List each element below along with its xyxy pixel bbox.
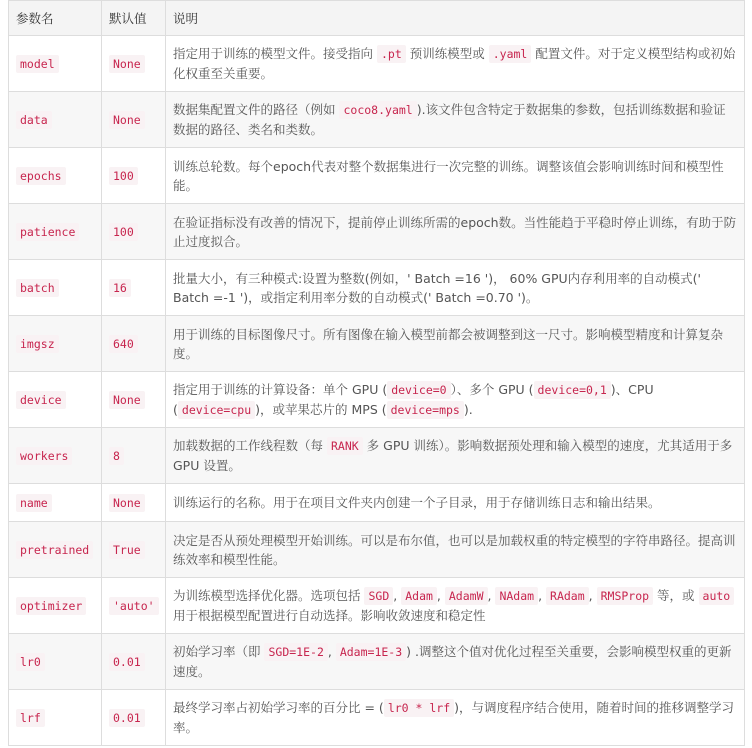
default-value-cell xyxy=(102,204,166,260)
parameters-table xyxy=(8,0,745,746)
param-name-cell xyxy=(9,578,102,634)
inline-code: device=mps xyxy=(387,401,464,419)
description-text: , xyxy=(538,588,547,603)
description-cell xyxy=(166,578,745,634)
description-text: 为训练模型选择优化器。选项包括 xyxy=(173,588,365,603)
description-cell xyxy=(166,92,745,148)
description-text: 最终学习率占初始学习率的百分比 = ( xyxy=(173,700,384,715)
description-text: 预训练模型或 xyxy=(405,46,489,61)
description-text: 初始学习率（即 xyxy=(173,644,265,659)
inline-code: coco8.yaml xyxy=(339,101,416,119)
inline-code: AdamW xyxy=(445,587,488,605)
inline-code: .yaml xyxy=(489,45,532,63)
description-text: )，或苹果芯片的 MPS ( xyxy=(255,401,387,417)
table-row xyxy=(9,484,745,522)
default-value: True xyxy=(109,541,145,559)
description-text: 训练运行的名称。用于在项目文件夹内创建一个子目录，用于存储训练日志和输出结果。 xyxy=(173,495,661,510)
default-value: 8 xyxy=(109,447,124,465)
description-cell xyxy=(166,634,745,690)
default-value: None xyxy=(109,111,145,129)
default-value: 'auto' xyxy=(109,597,159,615)
description-text: 加载数据的工作线程数（每 xyxy=(173,438,327,453)
param-name-cell xyxy=(9,36,102,92)
table-row xyxy=(9,428,745,484)
param-name: epochs xyxy=(16,167,66,185)
default-value-cell xyxy=(102,316,166,372)
description-text: 数据集配置文件的路径（例如 xyxy=(173,102,340,117)
table-row xyxy=(9,634,745,690)
inline-code: SGD xyxy=(364,587,393,605)
header-default-value: 默认值 xyxy=(102,1,166,36)
description-cell xyxy=(166,690,745,746)
description-text: ) .调整这个值对优化过程至关重要，会影响模型权重的更新速度。 xyxy=(173,644,732,679)
description-text: 用于根据模型配置进行自动选择。影响收敛速度和稳定性 xyxy=(173,608,486,623)
description-text: )、CPU ( xyxy=(173,381,654,417)
inline-code: device=0,1 xyxy=(534,381,611,399)
description-text: , xyxy=(588,588,597,603)
default-value-cell xyxy=(102,484,166,522)
table-row xyxy=(9,92,745,148)
default-value-cell xyxy=(102,690,166,746)
description-text: 决定是否从预处理模型开始训练。可以是布尔值，也可以是加载权重的特定模型的字符串路径。提高训练效率和模型性能。 xyxy=(173,532,736,567)
default-value: 100 xyxy=(109,223,138,241)
param-name: pretrained xyxy=(16,541,93,559)
param-name: lrf xyxy=(16,709,45,727)
param-name-cell xyxy=(9,92,102,148)
inline-code: device=0 xyxy=(387,381,450,399)
param-name-cell xyxy=(9,690,102,746)
description-text: )，与调度程序结合使用，随着时间的推移调整学习率。 xyxy=(173,700,735,735)
param-name: workers xyxy=(16,447,72,465)
description-cell xyxy=(166,148,745,204)
description-text: ). xyxy=(463,401,473,417)
description-text: , xyxy=(487,588,496,603)
description-text: 用于训练的目标图像尺寸。所有图像在输入模型前都会被调整到这一尺寸。影响模型精度和计算复杂度。 xyxy=(173,326,724,361)
default-value: None xyxy=(109,494,145,512)
table-row xyxy=(9,578,745,634)
default-value-cell xyxy=(102,36,166,92)
table-body xyxy=(9,36,745,746)
inline-code: device=cpu xyxy=(178,401,255,419)
inline-code: RMSProp xyxy=(597,587,653,605)
description-cell xyxy=(166,484,745,522)
inline-code: lr0 * lrf xyxy=(384,699,454,717)
param-name: data xyxy=(16,111,52,129)
table-row xyxy=(9,148,745,204)
description-text: , xyxy=(327,644,336,659)
default-value-cell xyxy=(102,92,166,148)
description-cell xyxy=(166,522,745,578)
default-value-cell xyxy=(102,428,166,484)
param-name: device xyxy=(16,391,66,409)
param-name: lr0 xyxy=(16,653,45,671)
default-value: 640 xyxy=(109,335,138,353)
description-text: 多 GPU 训练）。影响数据预处理和输入模型的速度，尤其适用于多 GPU 设置。 xyxy=(173,438,733,473)
table-row xyxy=(9,372,745,428)
param-name: imgsz xyxy=(16,335,59,353)
default-value-cell xyxy=(102,578,166,634)
description-text: , xyxy=(393,588,402,603)
table-row xyxy=(9,260,745,316)
param-name-cell xyxy=(9,204,102,260)
param-name: patience xyxy=(16,223,79,241)
param-name: model xyxy=(16,55,59,73)
description-cell xyxy=(166,204,745,260)
inline-code: RANK xyxy=(327,437,363,455)
description-text: 等，或 xyxy=(653,588,699,603)
inline-code: .pt xyxy=(377,45,406,63)
default-value: None xyxy=(109,391,145,409)
default-value: None xyxy=(109,55,145,73)
inline-code: NAdam xyxy=(495,587,538,605)
description-cell xyxy=(166,372,745,428)
table-row xyxy=(9,204,745,260)
param-name-cell xyxy=(9,522,102,578)
param-name-cell xyxy=(9,634,102,690)
param-name-cell xyxy=(9,316,102,372)
header-description: 说明 xyxy=(166,1,745,36)
inline-code: SGD=1E-2 xyxy=(264,643,327,661)
inline-code: RAdam xyxy=(546,587,589,605)
default-value-cell xyxy=(102,372,166,428)
description-text: ）、多个 GPU ( xyxy=(450,381,534,397)
description-text: 指定用于训练的模型文件。接受指向 xyxy=(173,46,377,61)
table-header-row xyxy=(9,1,745,36)
description-cell xyxy=(166,428,745,484)
param-name: batch xyxy=(16,279,59,297)
description-text: 批量大小，有三种模式:设置为整数(例如，' Batch =16 ')， 60% GPU内存利用率的自动模式(' Batch =-1 ')，或指定利用率分数的自动模式(' Batch =0.70 ')。 xyxy=(173,270,701,305)
default-value-cell xyxy=(102,634,166,690)
default-value-cell xyxy=(102,148,166,204)
param-name-cell xyxy=(9,148,102,204)
description-cell xyxy=(166,36,745,92)
default-value: 100 xyxy=(109,167,138,185)
description-text: 配置文件。对于定义模型结构或初始化权重至关重要。 xyxy=(173,46,736,81)
default-value-cell xyxy=(102,522,166,578)
description-text: 指定用于训练的计算设备：单个 GPU ( xyxy=(173,381,388,397)
table-row xyxy=(9,36,745,92)
description-text: ).该文件包含特定于数据集的参数，包括训练数据和验证数据的路径、类名和类数。 xyxy=(173,102,726,137)
inline-code: auto xyxy=(699,587,735,605)
table-row xyxy=(9,690,745,746)
table-row xyxy=(9,316,745,372)
param-name: optimizer xyxy=(16,597,86,615)
table-row xyxy=(9,522,745,578)
inline-code: Adam xyxy=(401,587,437,605)
default-value: 0.01 xyxy=(109,709,145,727)
param-name: name xyxy=(16,494,52,512)
description-text: 在验证指标没有改善的情况下，提前停止训练所需的epoch数。当性能趋于平稳时停止训练，有助于防止过度拟合。 xyxy=(173,214,737,249)
param-name-cell xyxy=(9,260,102,316)
inline-code: Adam=1E-3 xyxy=(336,643,406,661)
description-text: 训练总轮数。每个epoch代表对整个数据集进行一次完整的训练。调整该值会影响训练时间和模型性能。 xyxy=(173,158,724,193)
default-value: 16 xyxy=(109,279,131,297)
description-cell xyxy=(166,316,745,372)
default-value: 0.01 xyxy=(109,653,145,671)
default-value-cell xyxy=(102,260,166,316)
param-name-cell xyxy=(9,484,102,522)
param-name-cell xyxy=(9,372,102,428)
description-text: , xyxy=(436,588,445,603)
description-cell xyxy=(166,260,745,316)
header-param-name: 参数名 xyxy=(9,1,102,36)
param-name-cell xyxy=(9,428,102,484)
